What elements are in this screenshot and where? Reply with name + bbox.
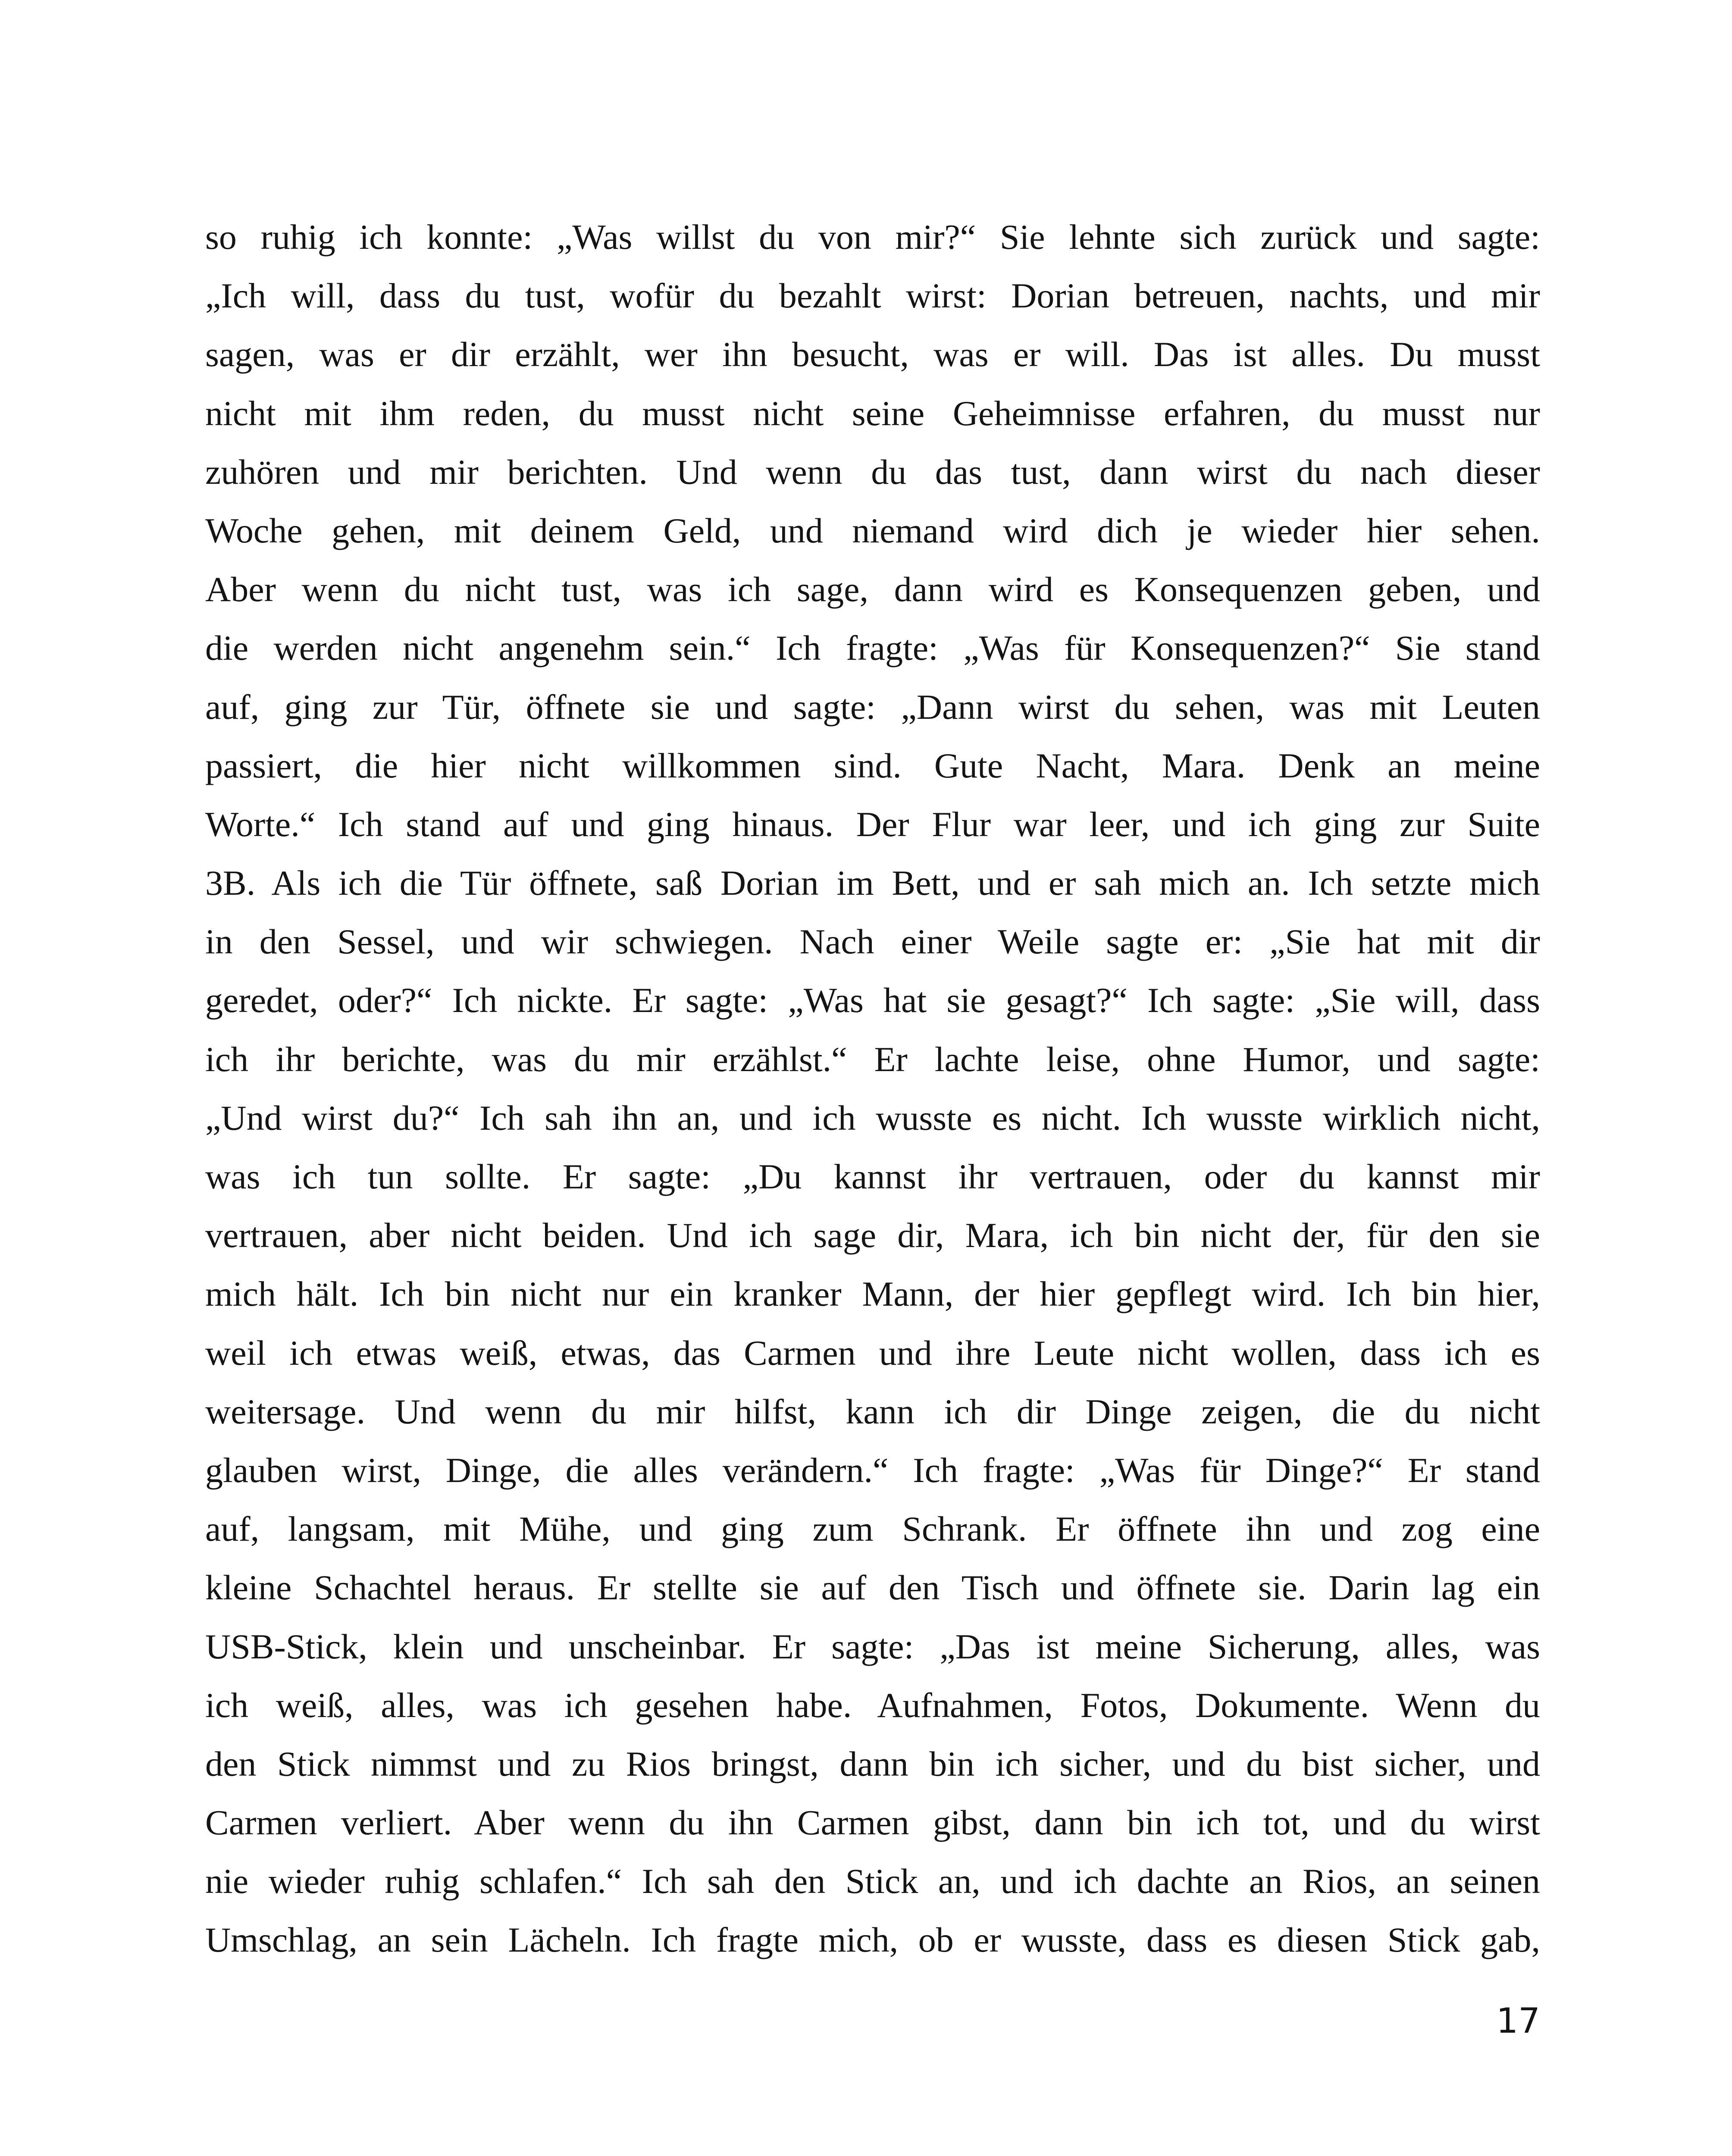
text-line: was ich tun sollte. Er sagte: „Du kannst ihr vertrauen, oder du kannst mir [205,1157,1540,1196]
text-line: Aber wenn du nicht tust, was ich sage, dann wird es Konsequenzen geben, und [205,570,1540,609]
text-line: nie wieder ruhig schlafen.“ Ich sah den Stick an, und ich dachte an Rios, an seinen [205,1861,1540,1901]
text-line: so ruhig ich konnte: „Was willst du von mir?“ Sie lehnte sich zurück und sagte: [205,217,1540,257]
text-line: Umschlag, an sein Lächeln. Ich fragte mich, ob er wusste, dass es diesen Stick gab, [205,1920,1540,1960]
text-line: „Ich will, dass du tust, wofür du bezahlt wirst: Dorian betreuen, nachts, und mir [205,276,1540,316]
text-line: auf, langsam, mit Mühe, und ging zum Schrank. Er öffnete ihn und zog eine [205,1509,1540,1549]
text-line: Woche gehen, mit deinem Geld, und niemand wird dich je wieder hier sehen. [205,511,1540,550]
text-line: glauben wirst, Dinge, die alles verändern.“ Ich fragte: „Was für Dinge?“ Er stand [205,1450,1540,1490]
text-line: ich ihr berichte, was du mir erzählst.“ Er lachte leise, ohne Humor, und sagte: [205,1039,1540,1079]
text-line: in den Sessel, und wir schwiegen. Nach einer Weile sagte er: „Sie hat mit dir [205,922,1540,962]
text-line: kleine Schachtel heraus. Er stellte sie auf den Tisch und öffnete sie. Darin lag ein [205,1568,1540,1608]
text-line: „Und wirst du?“ Ich sah ihn an, und ich wusste es nicht. Ich wusste wirklich nicht, [205,1098,1540,1138]
text-line: den Stick nimmst und zu Rios bringst, dann bin ich sicher, und du bist sicher, und [205,1744,1540,1783]
text-line: auf, ging zur Tür, öffnete sie und sagte: „Dann wirst du sehen, was mit Leuten [205,687,1540,727]
page-number: 17 [1496,2001,1540,2041]
text-line: mich hält. Ich bin nicht nur ein kranker Mann, der hier gepflegt wird. Ich bin hier, [205,1274,1540,1314]
text-line: 3B. Als ich die Tür öffnete, saß Dorian im Bett, und er sah mich an. Ich setzte mich [205,863,1540,903]
text-line: sagen, was er dir erzählt, wer ihn besucht, was er will. Das ist alles. Du musst [205,335,1540,374]
text-line: Worte.“ Ich stand auf und ging hinaus. Der Flur war leer, und ich ging zur Suite [205,804,1540,844]
text-line: weitersage. Und wenn du mir hilfst, kann ich dir Dinge zeigen, die du nicht [205,1391,1540,1431]
text-line: Carmen verliert. Aber wenn du ihn Carmen gibst, dann bin ich tot, und du wirst [205,1803,1540,1843]
text-line: passiert, die hier nicht willkommen sind. Gute Nacht, Mara. Denk an meine [205,746,1540,785]
text-line: geredet, oder?“ Ich nickte. Er sagte: „Was hat sie gesagt?“ Ich sagte: „Sie will, dass [205,981,1540,1020]
text-line: ich weiß, alles, was ich gesehen habe. Aufnahmen, Fotos, Dokumente. Wenn du [205,1685,1540,1725]
text-line: vertrauen, aber nicht beiden. Und ich sage dir, Mara, ich bin nicht der, für den sie [205,1216,1540,1255]
text-line: USB-Stick, klein und unscheinbar. Er sagte: „Das ist meine Sicherung, alles, was [205,1626,1540,1666]
body-text [205,208,1540,1970]
text-line: zuhören und mir berichten. Und wenn du das tust, dann wirst du nach dieser [205,452,1540,492]
text-line: weil ich etwas weiß, etwas, das Carmen und ihre Leute nicht wollen, dass ich es [205,1333,1540,1373]
text-line: nicht mit ihm reden, du musst nicht seine Geheimnisse erfahren, du musst nur [205,393,1540,433]
text-line: die werden nicht angenehm sein.“ Ich fragte: „Was für Konsequenzen?“ Sie stand [205,628,1540,668]
